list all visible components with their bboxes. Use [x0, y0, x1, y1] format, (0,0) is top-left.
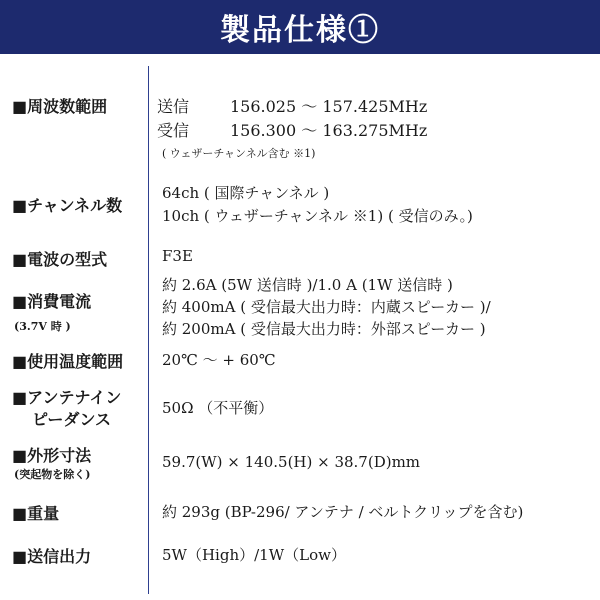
dimensions-label: ■外形寸法	[12, 446, 92, 465]
current-line3: 約 200mA ( 受信最大出力時：外部スピーカー )	[162, 320, 486, 338]
impedance-label-line2: ピーダンス	[32, 410, 112, 429]
page-title: 製品仕様①	[220, 13, 380, 48]
current-line1: 約 2.6A (5W 送信時 )/1.0 A (1W 送信時 )	[162, 276, 453, 294]
title-banner	[0, 0, 600, 54]
weight-value: 約 293g (BP-296/ アンテナ / ベルトクリップを含む)	[162, 503, 524, 521]
power-label: ■送信出力	[12, 547, 92, 566]
frequency-note: ( ウェザーチャンネル含む ※1)	[162, 147, 316, 160]
impedance-label-line1: ■アンテナイン	[12, 388, 122, 407]
tx-kind: 送信	[157, 97, 190, 116]
weight-label: ■重量	[12, 504, 60, 523]
channels-line1: 64ch ( 国際チャンネル )	[162, 184, 330, 202]
power-value: 5W（High）/1W（Low）	[162, 546, 346, 564]
current-line2: 約 400mA ( 受信最大出力時：内蔵スピーカー )/	[162, 298, 491, 316]
tx-range: 156.025 ～ 157.425MHz	[230, 97, 428, 116]
temperature-label: ■使用温度範囲	[12, 352, 124, 371]
rx-range: 156.300 ～ 163.275MHz	[230, 121, 428, 140]
dimensions-sublabel: (突起物を除く)	[14, 468, 91, 481]
channels-line2: 10ch ( ウェザーチャンネル ※1) ( 受信のみ。)	[162, 207, 473, 225]
dimensions-value: 59.7(W) × 140.5(H) × 38.7(D)mm	[162, 453, 421, 471]
impedance-value: 50Ω （不平衡）	[162, 399, 274, 417]
emission-label: ■電波の型式	[12, 250, 108, 269]
temperature-value: 20℃ ～ + 60℃	[162, 351, 276, 369]
current-sublabel: (3.7V 時 )	[14, 320, 71, 333]
current-label: ■消費電流	[12, 292, 92, 311]
column-divider	[148, 66, 149, 594]
emission-value: F3E	[162, 247, 193, 265]
frequency-label: ■周波数範囲	[12, 97, 108, 116]
rx-kind: 受信	[157, 121, 190, 140]
channels-label: ■チャンネル数	[12, 196, 123, 215]
